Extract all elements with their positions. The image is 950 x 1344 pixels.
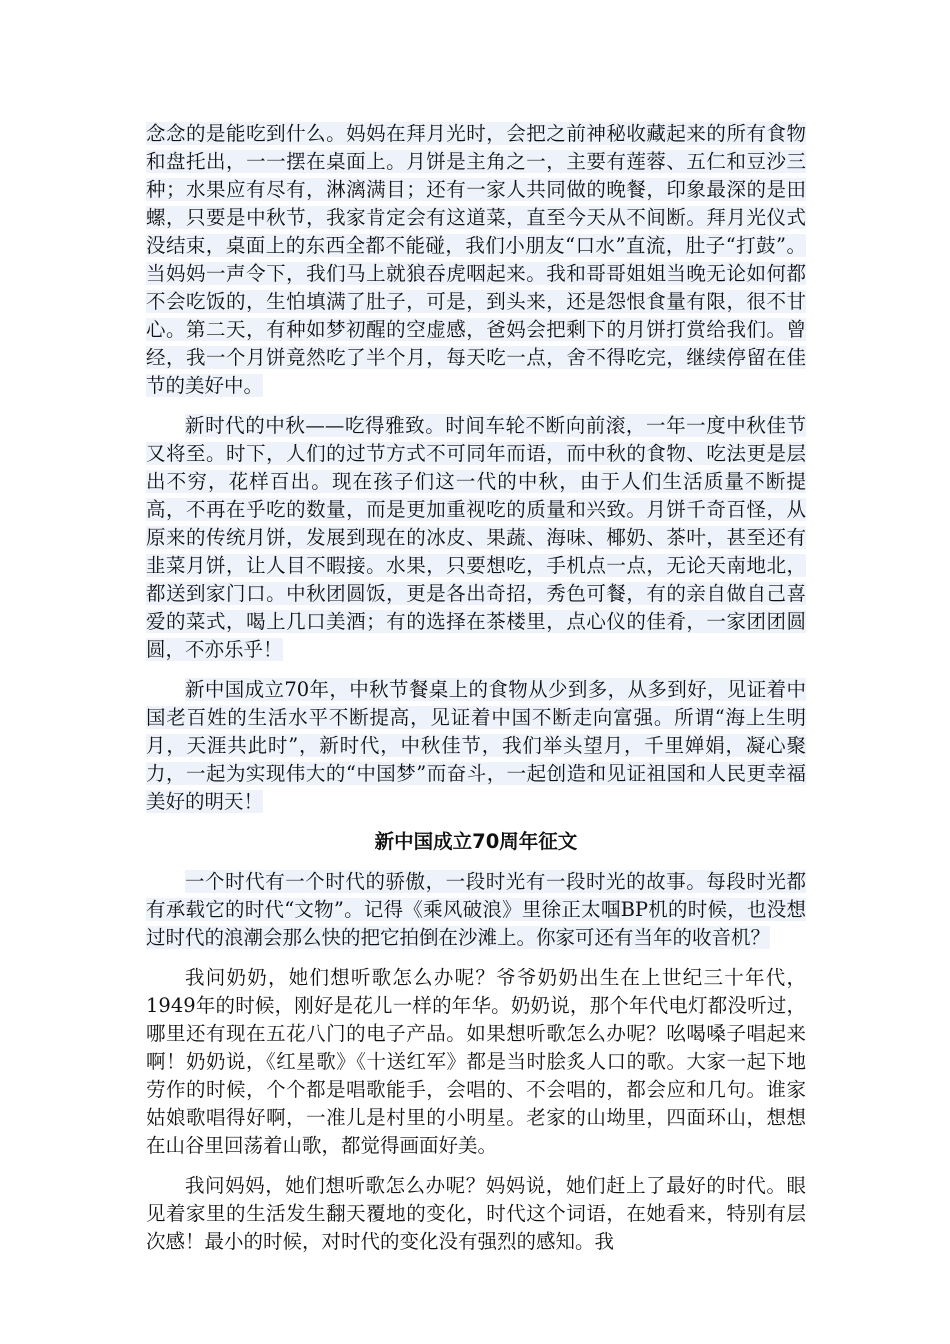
paragraph-text: 我问妈妈，她们想听歌怎么办呢？妈妈说，她们赶上了最好的时代。眼见着家里的生活发生翻天覆地的变化，时代这个词语，在她看来，特别有层次感！最小的时候，对时代的变化没有强烈的感知。我 [146, 1174, 806, 1253]
paragraph-ask-mom [146, 1172, 806, 1256]
paragraph-text: 新时代的中秋——吃得雅致。时间车轮不断向前滚，一年一度中秋佳节又将至。时下，人们的过节方式不可同年而语，而中秋的食物、吃法更是层出不穷，花样百出。现在孩子们这一代的中秋，由于人们生活质量不断提高，不再在乎吃的数量，而是更加重视吃的质量和兴致。月饼千奇百怪，从原来的传统月饼，发展到现在的冰皮、果蔬、海味、椰奶、茶叶，甚至还有韭菜月饼，让人目不暇接。水果，只要想吃，手机点一点，无论天南地北，都送到家门口。中秋团圆饭，更是各出奇招，秀色可餐，有的亲自做自己喜爱的菜式，喝上几口美酒；有的选择在茶楼里，点心仪的佳肴，一家团团圆圆，不亦乐乎！ [146, 414, 806, 661]
paragraph-text: 新中国成立70年，中秋节餐桌上的食物从少到多，从多到好，见证着中国老百姓的生活水平不断提高，见证着中国不断走向富强。所谓“海上生明月，天涯共此时”，新时代，中秋佳节，我们举头望月，千里婵娟，凝心聚力，一起为实现伟大的“中国梦”而奋斗，一起创造和见证祖国和人民更幸福美好的明天！ [146, 678, 806, 813]
paragraph-text: 我问奶奶，她们想听歌怎么办呢？爷爷奶奶出生在上世纪三十年代，1949年的时候，刚好是花儿一样的年华。奶奶说，那个年代电灯都没听过，哪里还有现在五花八门的电子产品。如果想听歌怎么办呢？吆喝嗓子唱起来啊！奶奶说，《红星歌》《十送红军》都是当时脍炙人口的歌。大家一起下地劳作的时候，个个都是唱歌能手，会唱的、不会唱的，都会应和几句。谁家姑娘歌唱得好啊，一准儿是村里的小明星。老家的山坳里，四面环山，想想在山谷里回荡着山歌，都觉得画面好美。 [146, 966, 806, 1157]
paragraph-70-years-conclusion [146, 676, 806, 816]
paragraph-text: 一个时代有一个时代的骄傲，一段时光有一段时光的故事。每段时光都有承载它的时代“文物”。记得《乘风破浪》里徐正太啯BP机的时候，也没想过时代的浪潮会那么快的把它拍倒在沙滩上。你家可还有当年的收音机？ [146, 870, 806, 949]
paragraph-ask-grandma [146, 964, 806, 1160]
document-body [146, 120, 806, 1268]
essay-heading: 新中国成立70周年征文 [374, 830, 578, 853]
paragraph-era-pride [146, 868, 806, 952]
paragraph-mid-autumn-memories [146, 120, 806, 400]
paragraph-text: 念念的是能吃到什么。妈妈在拜月光时，会把之前神秘收藏起来的所有食物和盘托出，一一摆在桌面上。月饼是主角之一，主要有莲蓉、五仁和豆沙三种；水果应有尽有，淋漓满目；还有一家人共同做的晚餐，印象最深的是田螺，只要是中秋节，我家肯定会有这道菜，直至今天从不间断。拜月光仪式没结束，桌面上的东西全都不能碰，我们小朋友“口水”直流，肚子“打鼓”。当妈妈一声令下，我们马上就狼吞虎咽起来。我和哥哥姐姐当晚无论如何都不会吃饭的，生怕填满了肚子，可是，到头来，还是怨恨食量有限，很不甘心。第二天，有种如梦初醒的空虚感，爸妈会把剩下的月饼打赏给我们。曾经，我一个月饼竟然吃了半个月，每天吃一点，舍不得吃完，继续停留在佳节的美好中。 [146, 122, 806, 397]
paragraph-new-era-mid-autumn [146, 412, 806, 664]
